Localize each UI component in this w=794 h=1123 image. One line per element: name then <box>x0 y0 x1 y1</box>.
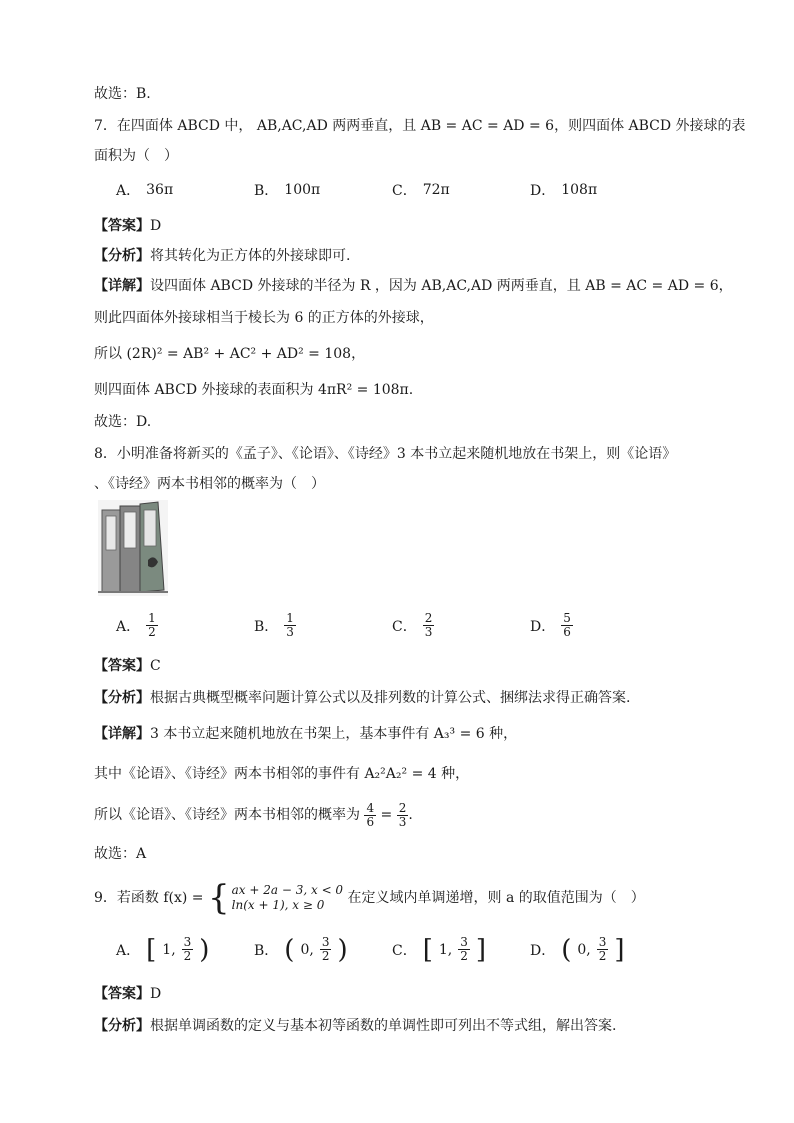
q9-answer: 【答案】D <box>94 986 162 1002</box>
q8-option-c: C． $\frac{2}{3}$ <box>392 611 433 639</box>
q7-options <box>116 180 676 200</box>
q8-option-a: A． $\frac{1}{2}$ <box>116 611 156 639</box>
q9-analysis: 【分析】根据单调函数的定义与基本初等函数的单调性即可列出不等式组，解出答案. <box>94 1018 617 1034</box>
q9-option-d: D． ( 0, $\frac{3}{2}$ ] <box>530 934 625 965</box>
q7-option-b: B． 100π <box>254 182 321 199</box>
q8-detail-line2: 其中《论语》、《诗经》两本书相邻的事件有 A₂²A₂² = 4 种， <box>94 766 470 782</box>
q8-option-d: D． $\frac{5}{6}$ <box>530 611 571 639</box>
q7-option-d: D． 108π <box>530 182 598 199</box>
q7-detail-line4: 则四面体 ABCD 外接球的表面积为 4πR² = 108π. <box>94 382 414 398</box>
q8-stem-line2: 、《诗经》两本书相邻的概率为（ ） <box>94 476 325 492</box>
q7-stem-line2: 面积为（ ） <box>94 148 178 164</box>
q9-option-c: C． [ 1, $\frac{3}{2}$ ] <box>392 934 487 965</box>
q7-answer: 【答案】D <box>94 218 162 234</box>
q7-detail-line3: 所以 (2R)² = AB² + AC² + AD² = 108， <box>94 346 366 362</box>
q8-detail-line1: 【详解】3 本书立起来随机地放在书架上，基本事件有 A₃³ = 6 种， <box>94 726 518 742</box>
q7-detail-line1: 【详解】设四面体 ABCD 外接球的半径为 R ，因为 AB,AC,AD 两两垂直，且 AB = AC = AD = 6， <box>94 278 733 294</box>
q8-option-b: B． $\frac{1}{3}$ <box>254 611 294 639</box>
q9-piecewise: { ax + 2a − 3, x < 0 ln(x + 1), x ≥ 0 <box>208 878 344 918</box>
q9-options <box>116 936 676 963</box>
q9-stem: 9．若函数 f(x) = { ax + 2a − 3, x < 0 ln(x + 1), x ≥ 0 在定义域内单调递增，则 a 的取值范围为（ ） <box>94 878 645 918</box>
books-image <box>98 500 168 596</box>
q9-option-a: A． [ 1, $\frac{3}{2}$ ) <box>116 934 210 965</box>
q8-analysis: 【分析】根据古典概型概率问题计算公式以及排列数的计算公式、捆绑法求得正确答案. <box>94 690 631 706</box>
q8-detail-line3: 所以《论语》、《诗经》两本书相邻的概率为 $\frac{4}{6}$ = $\frac{2}{3}$ . <box>94 800 413 829</box>
q8-options <box>116 612 676 639</box>
q6-conclusion: 故选：B. <box>94 86 151 102</box>
q7-analysis: 【分析】将其转化为正方体的外接球即可. <box>94 248 351 264</box>
q8-conclusion: 故选：A <box>94 846 147 862</box>
q9-option-b: B． ( 0, $\frac{3}{2}$ ) <box>254 934 348 965</box>
q7-stem-line1: 7．在四面体 ABCD 中， AB,AC,AD 两两垂直，且 AB = AC = AD = 6，则四面体 ABCD 外接球的表 <box>94 118 746 134</box>
q8-stem-line1: 8．小明准备将新买的《孟子》、《论语》、《诗经》3 本书立起来随机地放在书架上，则《论语》 <box>94 446 677 462</box>
q7-conclusion: 故选：D. <box>94 414 152 430</box>
q8-answer: 【答案】C <box>94 658 161 674</box>
q7-detail-line2: 则此四面体外接球相当于棱长为 6 的正方体的外接球， <box>94 310 434 326</box>
q7-option-c: C． 72π <box>392 182 450 199</box>
q7-option-a: A． 36π <box>116 182 174 199</box>
